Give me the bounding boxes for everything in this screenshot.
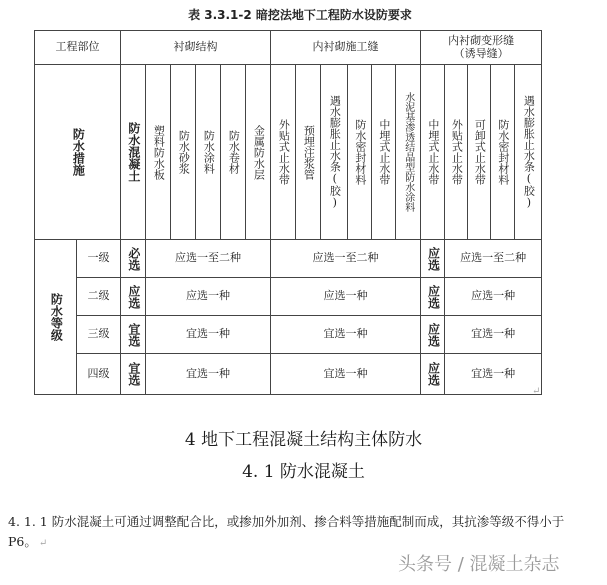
subsection-title — [0, 457, 607, 482]
measure-header — [271, 65, 296, 240]
lining-requirement: 宜选一种 — [146, 316, 271, 354]
measure-label: 防水卷材 — [227, 130, 241, 174]
concrete-requirement-text: 必选 — [126, 246, 141, 271]
measure-label: 防水密封材料 — [496, 119, 510, 185]
part-label-cell: 工程部位 — [35, 31, 121, 65]
deformation-first-requirement — [421, 354, 445, 395]
measure-label: 防水密封材料 — [353, 119, 367, 185]
measure-header — [171, 65, 196, 240]
construction-joint-requirement: 应选一至二种 — [271, 240, 421, 278]
watermark: 头条号 / 混凝土杂志 — [398, 554, 560, 575]
measure-header — [421, 65, 445, 240]
paragraph — [8, 512, 568, 554]
deformation-rest-requirement: 宜选一种 — [445, 354, 542, 395]
measure-label: 金属防水层 — [252, 124, 266, 180]
grade-group-label: 防水等级 — [49, 293, 64, 341]
measure-header — [146, 65, 171, 240]
return-mark: ↵ — [38, 538, 48, 549]
grade-group-cell — [35, 240, 77, 395]
measure-label: 可卸式止水带 — [473, 119, 487, 185]
waterproofing-requirements-table — [34, 30, 542, 395]
grade-label: 二级 — [77, 278, 121, 316]
measure-header — [515, 65, 542, 240]
measure-label: 水泥基渗透结晶型防水涂料 — [402, 92, 414, 212]
construction-joint-requirement: 应选一种 — [271, 278, 421, 316]
measure-header — [221, 65, 246, 240]
deformation-first-text: 应选 — [426, 246, 441, 271]
measure-header — [372, 65, 396, 240]
concrete-requirement-text: 应选 — [126, 284, 141, 309]
measure-label: 中埋式止水带 — [377, 119, 391, 185]
deformation-first-requirement — [421, 316, 445, 354]
deformation-rest-requirement: 宜选一种 — [445, 316, 542, 354]
deformation-rest-requirement: 应选一种 — [445, 278, 542, 316]
deformation-first-text: 应选 — [426, 322, 441, 347]
measure-label: 中埋式止水带 — [426, 119, 440, 185]
return-mark: ↵ — [532, 386, 541, 397]
concrete-requirement — [121, 354, 146, 395]
measure-header — [296, 65, 321, 240]
concrete-requirement-text: 宜选 — [126, 322, 141, 347]
measure-label: 外贴式止水带 — [450, 119, 464, 185]
measure-header — [246, 65, 271, 240]
measure-label: 防水混凝土 — [126, 122, 141, 182]
measure-label: 遇水膨胀止水条(胶) — [328, 95, 342, 209]
deformation-first-requirement — [421, 278, 445, 316]
measure-label: 塑料防水板 — [152, 124, 166, 180]
measure-header — [468, 65, 491, 240]
deformation-joint-group-header: 内衬砌变形缝 （诱导缝） — [421, 31, 542, 65]
lining-group-header: 衬砌结构 — [121, 31, 271, 65]
measure-header — [321, 65, 348, 240]
grade-label: 四级 — [77, 354, 121, 395]
lining-requirement: 应选一种 — [146, 278, 271, 316]
concrete-requirement — [121, 316, 146, 354]
deformation-rest-requirement: 应选一至二种 — [445, 240, 542, 278]
measure-label: 外贴式止水带 — [277, 119, 291, 185]
subsection-title-text: 4. 1 防水混凝土 — [242, 462, 365, 482]
measure-label: 防水涂料 — [202, 130, 216, 174]
table-caption: 表 3.3.1-2 暗挖法地下工程防水设防要求 — [188, 8, 412, 22]
measure-header — [445, 65, 468, 240]
construction-joint-requirement: 宜选一种 — [271, 354, 421, 395]
lining-requirement: 应选一至二种 — [146, 240, 271, 278]
measure-label: 遇水膨胀止水条(胶) — [522, 95, 536, 209]
grade-label: 一级 — [77, 240, 121, 278]
section-title-text: 4 地下工程混凝土结构主体防水 — [184, 430, 423, 450]
concrete-requirement — [121, 240, 146, 278]
construction-joint-requirement: 宜选一种 — [271, 316, 421, 354]
deformation-first-text: 应选 — [426, 284, 441, 309]
deformation-first-text: 应选 — [426, 362, 441, 386]
measure-header — [196, 65, 221, 240]
measure-header — [121, 65, 146, 240]
paragraph-text: 4. 1. 1 防水混凝土可通过调整配合比，或掺加外加剂、掺合料等措施配制而成，其抗渗等级不得小于P6。 — [8, 514, 565, 549]
measure-header — [348, 65, 372, 240]
measures-label: 防水措施 — [71, 128, 86, 176]
concrete-requirement — [121, 278, 146, 316]
construction-joint-group-header: 内衬砌施工缝 — [271, 31, 421, 65]
measure-header — [396, 65, 421, 240]
section-title — [0, 425, 607, 450]
measures-label-cell — [35, 65, 121, 240]
concrete-requirement-text: 宜选 — [126, 362, 141, 386]
grade-label: 三级 — [77, 316, 121, 354]
measure-label: 预埋注浆管 — [302, 124, 316, 180]
measure-header — [491, 65, 515, 240]
lining-requirement: 宜选一种 — [146, 354, 271, 395]
measure-label: 防水砂浆 — [177, 130, 191, 174]
deformation-first-requirement — [421, 240, 445, 278]
